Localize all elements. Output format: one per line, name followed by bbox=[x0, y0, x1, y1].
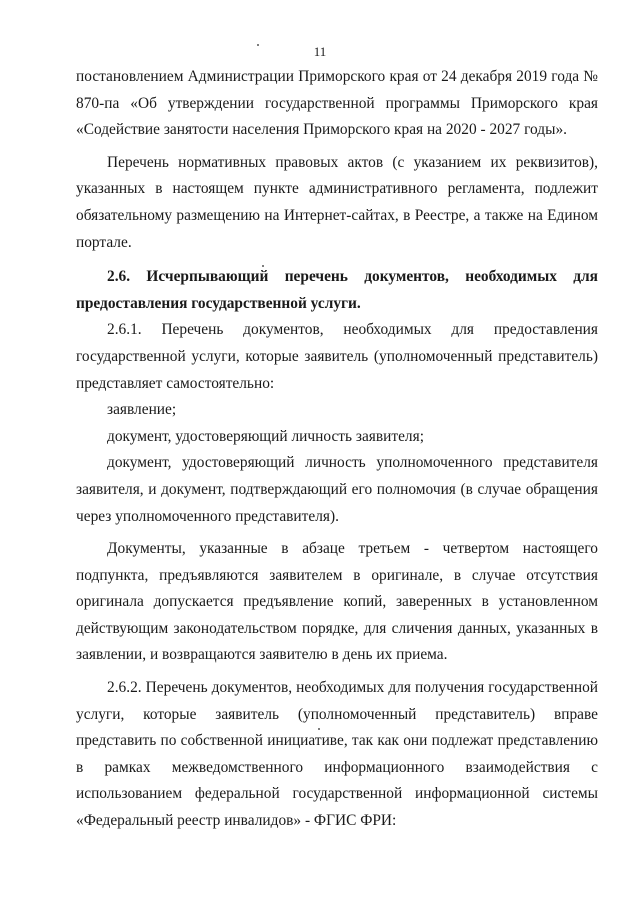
list-item-representative-id: документ, удостоверяющий личность уполномоченного представителя заявителя, и документ, подтверждающий его полномочия (в случае обращения через уполномоченного представителя). bbox=[76, 454, 598, 525]
section-heading-2-6: 2.6. Исчерпывающий перечень документов, необходимых для предоставления государственной услуги. bbox=[76, 268, 598, 312]
paragraph-decree-reference: постановлением Администрации Приморского края от 24 декабря 2019 года № 870-па «Об утверждении государственной программы Приморского края «Содействие занятости населения Приморского края на 2020 - 2027 годы». bbox=[76, 68, 598, 139]
scan-speck bbox=[257, 44, 259, 46]
paragraph-documents-originals: Документы, указанные в абзаце третьем - четвертом настоящего подпункта, предъявляются заявителем в оригинале, в случае отсутствия оригинала допускается предъявление копий, заверенных в установленном действующим законодательством порядке, для сличения данных, указанных в заявлении, и возвращаются заявителю в день их приема. bbox=[76, 540, 598, 664]
document-body bbox=[76, 64, 598, 835]
paragraph-2-6-1: 2.6.1. Перечень документов, необходимых для предоставления государственной услуги, которые заявитель (уполномоченный представитель) представляет самостоятельно: bbox=[76, 321, 598, 392]
paragraph-2-6-2: 2.6.2. Перечень документов, необходимых для получения государственной услуги, которые заявитель (уполномоченный представитель) вправе представить по собственной инициативе, так как они подлежат представлению в рамках межведомственного информационного взаимодействия с использованием федеральной государственной информационной системы «Федеральный реестр инвалидов» - ФГИС ФРИ: bbox=[76, 679, 598, 830]
paragraph-legal-acts-list: Перечень нормативных правовых актов (с указанием их реквизитов), указанных в настоящем пункте административного регламента, подлежит обязательному размещению на Интернет-сайтах, в Реестре, а также на Едином портале. bbox=[76, 153, 598, 251]
page-number: 11 bbox=[313, 44, 327, 59]
list-item-application: заявление; bbox=[107, 401, 177, 419]
list-item-applicant-id: документ, удостоверяющий личность заявителя; bbox=[107, 427, 424, 445]
